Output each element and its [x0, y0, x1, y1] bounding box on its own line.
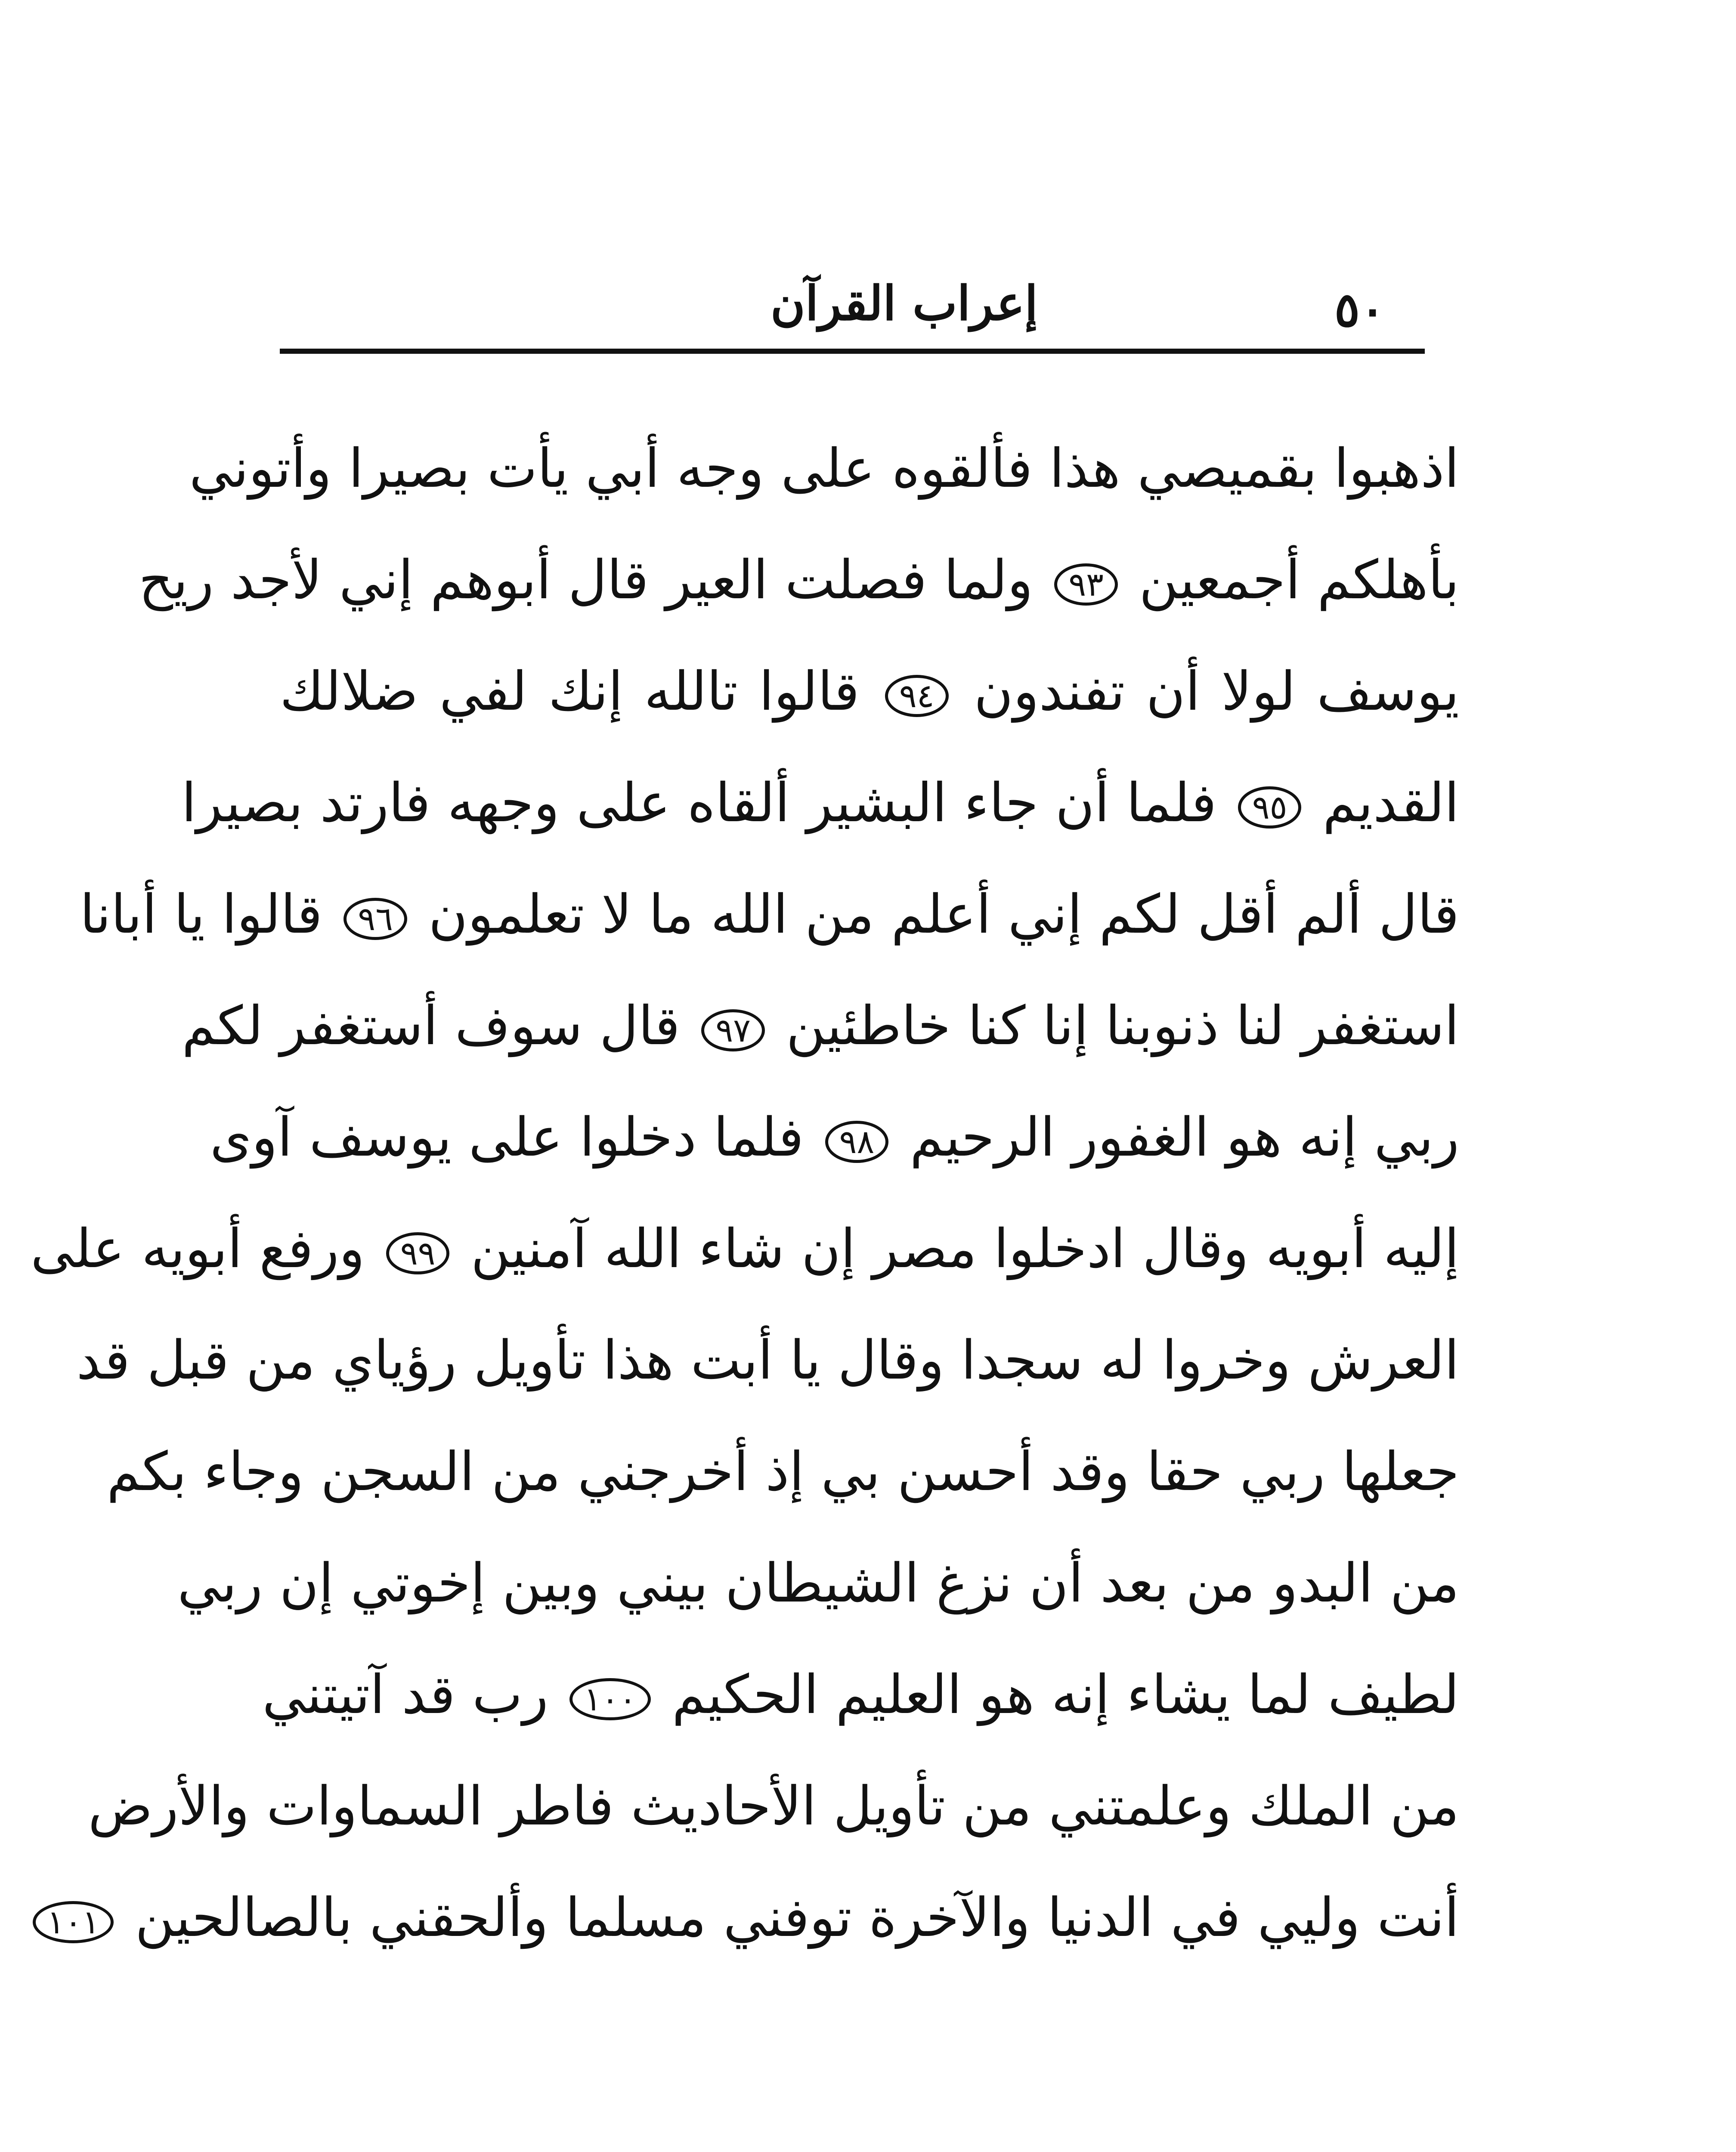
- header-rule: [280, 349, 1425, 354]
- text-line: [181, 748, 1459, 859]
- ayah-number-marker: ١٠٠: [569, 1678, 650, 1720]
- text-line: [182, 971, 1459, 1082]
- text-line: [76, 1305, 1459, 1416]
- verse-text: قالوا يا أبانا: [80, 884, 322, 946]
- text-line: [280, 636, 1459, 748]
- text-line: [189, 413, 1459, 525]
- page-header: [280, 263, 1425, 362]
- verse-text: من الملك وعلمتني من تأويل الأحاديث فاطر السماوات والأرض: [88, 1775, 1459, 1837]
- verse-text: لطيف لما يشاء إنه هو العليم الحكيم: [672, 1664, 1459, 1726]
- verse-text: قال ألم أقل لكم إني أعلم من الله ما لا تعلمون: [428, 884, 1459, 946]
- verse-text: ورفع أبويه على: [31, 1218, 365, 1280]
- page-number: ٥٠: [1334, 282, 1386, 337]
- verse-text: اذهبوا بقميصي هذا فألقوه على وجه أبي يأت بصيرا وأتوني: [189, 438, 1459, 500]
- ayah-number-marker: ٩٤: [885, 675, 949, 717]
- book-title: إعراب القرآن: [771, 275, 1038, 331]
- verse-text: فلما أن جاء البشير ألقاه على وجهه فارتد بصيرا: [181, 772, 1217, 834]
- verse-text: جعلها ربي حقا وقد أحسن بي إذ أخرجني من السجن وجاء بكم: [106, 1441, 1459, 1503]
- verse-text: قال سوف أستغفر لكم: [182, 995, 680, 1057]
- text-line: [106, 1416, 1459, 1528]
- text-line: [262, 1639, 1459, 1751]
- text-line: [177, 1528, 1459, 1639]
- ayah-number-marker: ٩٩: [386, 1232, 450, 1274]
- verse-text: قالوا تالله إنك لفي ضلالك: [280, 661, 860, 723]
- verse-text: يوسف لولا أن تفندون: [974, 661, 1460, 723]
- verse-text: من البدو من بعد أن نزغ الشيطان بيني وبين إخوتي إن ربي: [177, 1552, 1459, 1614]
- ayah-number-marker: ٩٣: [1054, 563, 1118, 606]
- ayah-number-marker: ١٠١: [33, 1901, 114, 1943]
- verse-text: بأهلكم أجمعين: [1139, 549, 1459, 611]
- text-line: [210, 1082, 1459, 1193]
- ayah-number-marker: ٩٥: [1238, 786, 1302, 829]
- verse-text: فلما دخلوا على يوسف آوى: [210, 1107, 804, 1169]
- verse-text: استغفر لنا ذنوبنا إنا كنا خاطئين: [786, 995, 1459, 1057]
- verse-text-block: [31, 413, 1460, 1974]
- text-line: [88, 1751, 1459, 1862]
- verse-text: أنت وليي في الدنيا والآخرة توفني مسلما وألحقني بالصالحين: [135, 1887, 1459, 1949]
- verse-text: القديم: [1322, 772, 1459, 834]
- verse-text: إليه أبويه وقال ادخلوا مصر إن شاء الله آمنين: [470, 1218, 1459, 1280]
- ayah-number-marker: ٩٧: [701, 1009, 765, 1051]
- verse-text: ربي إنه هو الغفور الرحيم: [910, 1107, 1459, 1169]
- ayah-number-marker: ٩٨: [825, 1121, 889, 1163]
- verse-text: العرش وخروا له سجدا وقال يا أبت هذا تأويل رؤياي من قبل قد: [76, 1330, 1459, 1391]
- text-line: [139, 525, 1459, 636]
- text-line: [80, 859, 1459, 971]
- ayah-number-marker: ٩٦: [343, 898, 407, 940]
- verse-text: ولما فصلت العير قال أبوهم إني لأجد ريح: [139, 549, 1033, 611]
- text-line: [31, 1193, 1459, 1305]
- verse-text: رب قد آتيتني: [262, 1664, 548, 1726]
- text-line: [47, 1862, 1459, 1974]
